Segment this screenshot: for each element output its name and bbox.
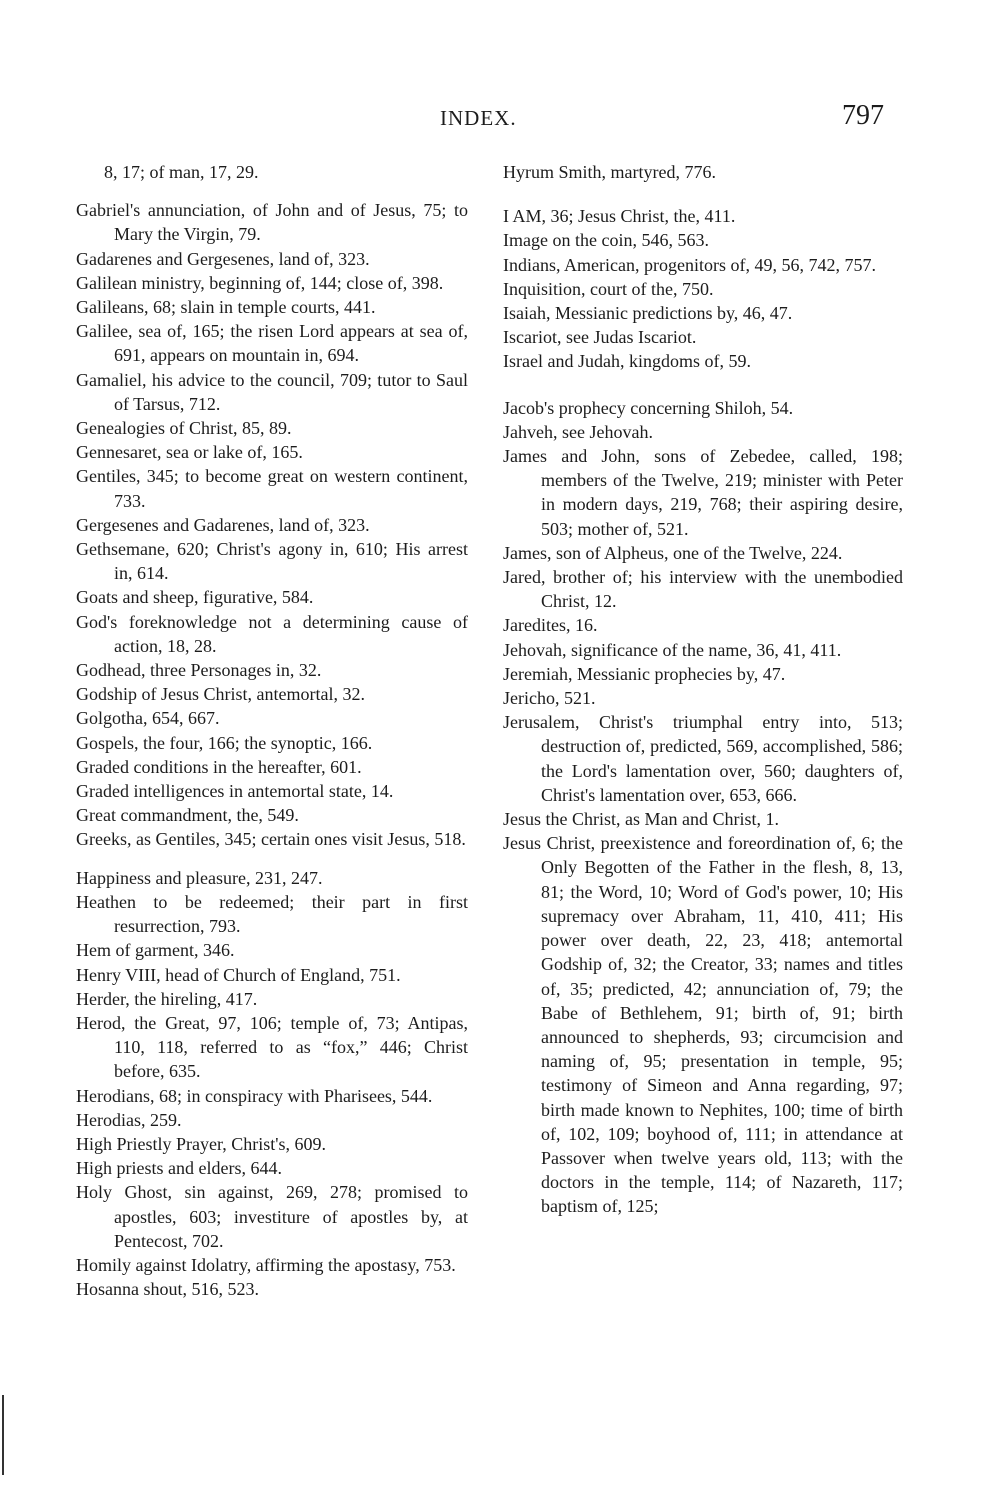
index-entry: Jerusalem, Christ's triumphal entry into, 513; destruction of, predicted, 569, accomplished, 586; the Lord's lamentation over, 560; daughters of, Christ's lamentation over, 653, 666.: [503, 712, 903, 805]
index-entry: Graded intelligences in antemortal state, 14.: [76, 781, 394, 802]
index-entry: Genealogies of Christ, 85, 89.: [76, 418, 292, 439]
index-entry: I AM, 36; Jesus Christ, the, 411.: [503, 206, 736, 227]
index-entry: Jesus Christ, preexistence and foreordination of, 6; the Only Begotten of the Father in the flesh, 8, 13, 81; the Word, 10; Word of God's power, 10; His supremacy over Abraham, 11, 410, 411; His power over death, 22, 23, 418; antemortal Godship of, 32; the Creator, 33; names and titles of, 35; predicted, 42; annunciation of, 79; the Babe of Bethlehem, 91; birth of, 91; birth announced to shepherds, 93; circumcision and naming of, 95; presentation in temple, 95; testimony of Simeon and Anna regarding, 97; birth made known to Nephites, 100; time of birth of, 102, 109; boyhood of, 111; in attendance at Passover when twelve years old, 113; with the doctors in the temple, 114; of Nazareth, 117; baptism of, 125;: [503, 833, 903, 1217]
index-entry: Gennesaret, sea or lake of, 165.: [76, 442, 303, 463]
index-entry: Gabriel's annunciation, of John and of Jesus, 75; to Mary the Virgin, 79.: [76, 200, 468, 245]
index-entry: Great commandment, the, 549.: [76, 805, 299, 826]
right-column: [503, 160, 903, 1219]
index-entry: Herder, the hireling, 417.: [76, 988, 258, 1009]
index-entry: Hosanna shout, 516, 523.: [76, 1279, 259, 1300]
margin-scan-marks: [0, 1395, 4, 1475]
index-entry: High priests and elders, 644.: [76, 1158, 282, 1179]
index-entry: James and John, sons of Zebedee, called, 198; members of the Twelve, 219; minister with Peter in modern days, 219, 768; their aspiring desire, 503; mother of, 521.: [503, 446, 903, 539]
index-entry: Jared, brother of; his interview with the unembodied Christ, 12.: [503, 567, 903, 612]
index-entry: Jesus the Christ, as Man and Christ, 1.: [503, 809, 779, 830]
index-entry: Inquisition, court of the, 750.: [503, 278, 714, 299]
index-entry: Holy Ghost, sin against, 269, 278; promised to apostles, 603; investiture of apostles by, at Pentecost, 702.: [76, 1182, 468, 1251]
index-entry: High Priestly Prayer, Christ's, 609.: [76, 1133, 327, 1154]
index-entry: Galileans, 68; slain in temple courts, 441.: [76, 297, 376, 318]
page-number: 797: [842, 100, 884, 131]
index-entry: Gamaliel, his advice to the council, 709; tutor to Saul of Tarsus, 712.: [76, 369, 468, 414]
index-entry: Jehovah, significance of the name, 36, 41, 411.: [503, 639, 842, 660]
index-entry: Happiness and pleasure, 231, 247.: [76, 867, 323, 888]
index-entry: Gentiles, 345; to become great on western continent, 733.: [76, 466, 468, 511]
index-entry: Jericho, 521.: [503, 688, 596, 709]
index-entry: God's foreknowledge not a determining cause of action, 18, 28.: [76, 611, 468, 656]
index-entry: Gospels, the four, 166; the synoptic, 166.: [76, 732, 373, 753]
page-header: [0, 100, 1000, 140]
index-entry: Hem of garment, 346.: [76, 940, 235, 961]
index-entry: James, son of Alpheus, one of the Twelve, 224.: [503, 542, 843, 563]
index-entry: Indians, American, progenitors of, 49, 56, 742, 757.: [503, 254, 876, 275]
index-entry: Greeks, as Gentiles, 345; certain ones visit Jesus, 518.: [76, 829, 466, 850]
index-entry: Galilee, sea of, 165; the risen Lord appears at sea of, 691, appears on mountain in, 694.: [76, 321, 468, 366]
index-entry: Henry VIII, head of Church of England, 751.: [76, 964, 401, 985]
index-entry: Homily against Idolatry, affirming the apostasy, 753.: [76, 1254, 456, 1275]
page-title: INDEX.: [440, 106, 517, 130]
index-entry: Gethsemane, 620; Christ's agony in, 610; His arrest in, 614.: [76, 539, 468, 584]
index-entry: Herodias, 259.: [76, 1109, 182, 1130]
left-column: [76, 160, 468, 1301]
index-entry: Godship of Jesus Christ, antemortal, 32.: [76, 684, 365, 705]
index-entry: Heathen to be redeemed; their part in first resurrection, 793.: [76, 891, 468, 937]
index-entry: Jahveh, see Jehovah.: [503, 421, 653, 442]
index-entry: Herod, the Great, 97, 106; temple of, 73; Antipas, 110, 118, referred to as “fox,” 446; Christ before, 635.: [76, 1012, 468, 1082]
index-entry: 8, 17; of man, 17, 29.: [104, 162, 259, 182]
index-entry: Herodians, 68; in conspiracy with Pharisees, 544.: [76, 1085, 433, 1106]
index-entry: Iscariot, see Judas Iscariot.: [503, 327, 697, 348]
index-entry: Galilean ministry, beginning of, 144; close of, 398.: [76, 272, 444, 293]
index-entry: Goats and sheep, figurative, 584.: [76, 587, 314, 608]
index-entry: Godhead, three Personages in, 32.: [76, 660, 322, 681]
index-entry: Israel and Judah, kingdoms of, 59.: [503, 351, 751, 372]
index-entry: Jacob's prophecy concerning Shiloh, 54.: [503, 397, 794, 418]
index-entry: Jeremiah, Messianic prophecies by, 47.: [503, 663, 786, 684]
index-entry: Graded conditions in the hereafter, 601.: [76, 756, 362, 777]
index-entry: Image on the coin, 546, 563.: [503, 230, 709, 251]
scan-mark: [2, 1395, 4, 1475]
index-entry: Gergesenes and Gadarenes, land of, 323.: [76, 514, 370, 535]
index-entry: Jaredites, 16.: [503, 615, 598, 636]
index-entry: Isaiah, Messianic predictions by, 46, 47.: [503, 303, 793, 324]
index-entry: Gadarenes and Gergesenes, land of, 323.: [76, 248, 370, 269]
index-entry: Hyrum Smith, martyred, 776.: [503, 162, 716, 182]
index-entry: Golgotha, 654, 667.: [76, 708, 220, 729]
